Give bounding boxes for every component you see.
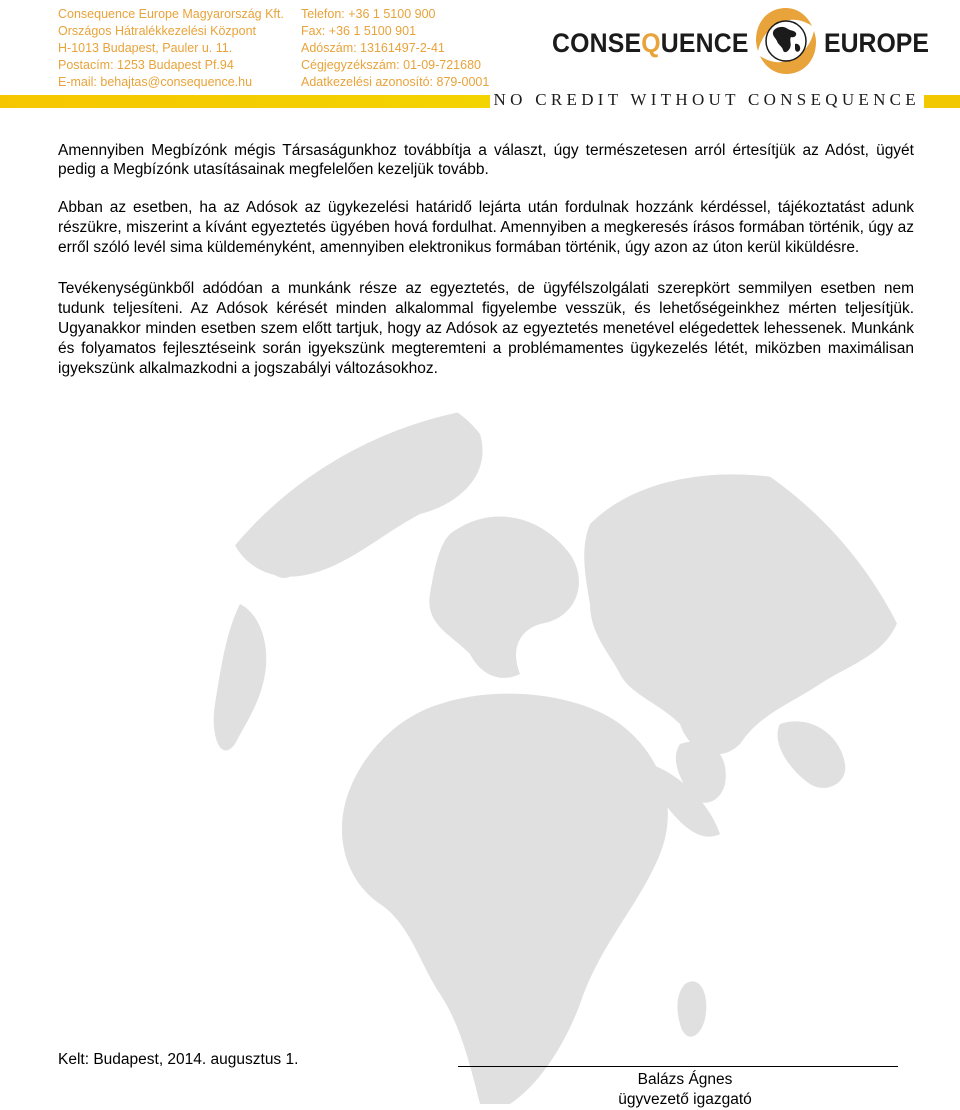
logo-text-2: UENCE <box>660 28 749 58</box>
logo-wordmark <box>552 28 749 59</box>
company-registration-number: Cégjegyzékszám: 01-09-721680 <box>301 58 481 72</box>
slogan: NO CREDIT WITHOUT CONSEQUENCE <box>490 90 924 110</box>
letterhead <box>0 0 960 110</box>
company-email: E-mail: behajtas@consequence.hu <box>58 75 253 89</box>
company-address: H-1013 Budapest, Pauler u. 11. <box>58 41 233 55</box>
date-line: Kelt: Budapest, 2014. augusztus 1. <box>58 1051 299 1068</box>
paragraph-3: Tevékenységünkből adódóan a munkánk része az egyeztetés, de ügyfélszolgálati szerepkört semmilyen esetben nem tudunk teljesíteni. Az Adósok kérését minden alkalommal figyelembe vesszük, és lehetőségeinkhez mérten teljesítjük. Ugyanakkor minden esetben szem előtt tartjuk, hogy az Adósok az egyeztetés menetével elégedettek lehessenek. Munkánk és folyamatos fejlesztéseink során igyekszünk megteremteni a problémamentes ügykezelés létét, miközben maximálisan igyekszünk alkalmazkodni a jogszabályi változásokhoz. <box>58 279 914 377</box>
signature-block <box>458 1070 912 1110</box>
signer-name: Balázs Ágnes <box>637 1071 733 1088</box>
logo-text-q: Q <box>641 28 661 58</box>
company-department: Országos Hátralékkezelési Központ <box>58 24 257 38</box>
logo-text-1: CONSE <box>552 28 642 58</box>
logo-wordmark-europe: EUROPE <box>824 28 929 58</box>
company-contact-right <box>301 6 489 91</box>
company-phone: Telefon: +36 1 5100 900 <box>301 7 436 21</box>
signature-line <box>458 1066 898 1067</box>
company-tax-number: Adószám: 13161497-2-41 <box>301 41 445 55</box>
signer-title: ügyvezető igazgató <box>618 1091 752 1108</box>
logo-globe-icon <box>750 4 822 78</box>
company-contact-left <box>58 6 284 91</box>
company-postal-address: Postacím: 1253 Budapest Pf.94 <box>58 58 234 72</box>
company-name: Consequence Europe Magyarország Kft. <box>58 7 284 21</box>
paragraph-2: Abban az esetben, ha az Adósok az ügykezelési határidő lejárta után fordulnak hozzánk kérdéssel, tájékoztatást adunk részükre, miszerint a kívánt egyeztetés ügyében hová fordulhat. Amennyiben a megkeresés írásos formában történik, úgy az erről szóló levél sima küldeményként, amennyiben elektronikus formában történik, úgy azon az úton kerül kiküldésre. <box>58 198 914 256</box>
world-map-watermark-icon <box>120 384 900 1104</box>
paragraph-1: Amennyiben Megbízónk mégis Társaságunkhoz továbbítja a választ, úgy természetesen arról értesítjük az Adóst, ügyét pedig a Megbízónk utasításainak megfelelően kezeljük tovább. <box>58 141 914 178</box>
company-data-id: Adatkezelési azonosító: 879-0001 <box>301 75 490 89</box>
company-fax: Fax: +36 1 5100 901 <box>301 24 417 38</box>
